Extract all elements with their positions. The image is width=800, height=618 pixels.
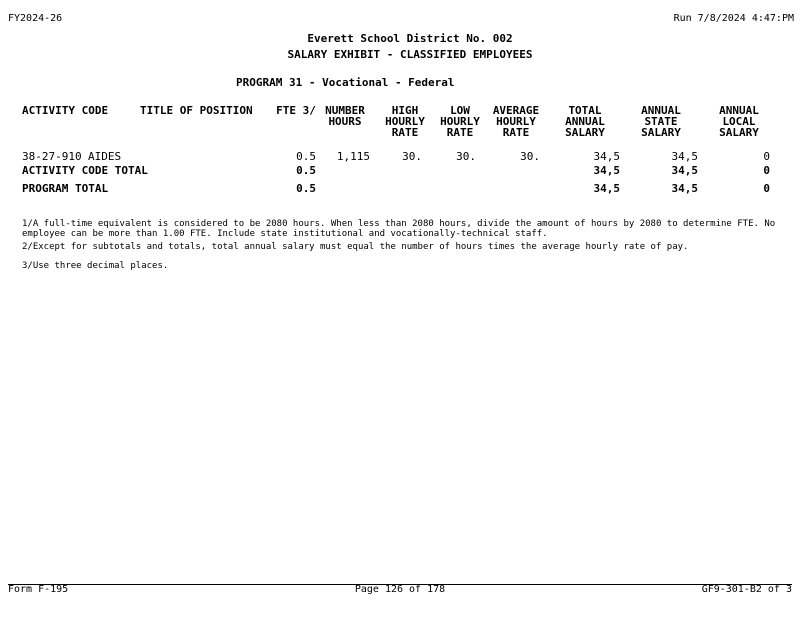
row-annual-state: 34,5: [671, 150, 698, 163]
col-high-hourly-rate: HIGH HOURLY RATE: [385, 104, 425, 139]
col-average-hourly-rate: AVERAGE HOURLY RATE: [492, 104, 540, 139]
col-low-hourly-rate: LOW HOURLY RATE: [440, 104, 480, 139]
col-annual-local-salary: ANNUAL LOCAL SALARY: [719, 104, 759, 139]
col-total-annual-salary: TOTAL ANNUAL SALARY: [565, 104, 605, 139]
footer-code: GF9-301-B2 of 3: [701, 584, 792, 595]
row-annual-local: 0: [763, 150, 770, 163]
fiscal-year: FY2024-26: [8, 13, 63, 24]
row-total-annual: 34,5: [593, 164, 620, 177]
district-name: Everett School District No. 002: [307, 32, 513, 45]
program-title: PROGRAM 31 - Vocational - Federal: [236, 76, 455, 89]
footnote-3: 3/Use three decimal places.: [22, 261, 169, 271]
footnote-2: 2/Except for subtotals and totals, total annual salary must equal the number of hours times the average hourly rate of pay.: [22, 242, 689, 252]
row-title-of-position: AIDES: [88, 150, 122, 163]
row-annual-local: 0: [763, 164, 770, 177]
run-timestamp: Run 7/8/2024 4:47:PM: [673, 13, 794, 24]
row-fte: 0.5: [296, 150, 316, 163]
row-number-hours: 1,115: [336, 150, 370, 163]
row-activity-code-total-label: ACTIVITY CODE TOTAL: [22, 164, 148, 177]
col-title-of-position: TITLE OF POSITION: [140, 104, 253, 117]
report-title: SALARY EXHIBIT - CLASSIFIED EMPLOYEES: [287, 48, 533, 61]
row-annual-state: 34,5: [671, 182, 698, 195]
footer-form: Form F-195: [8, 584, 69, 595]
footnote-1-line-2: employee can be more than 1.00 FTE. Include state institutional and vocationally-technical staff.: [22, 229, 548, 239]
col-activity-code: ACTIVITY CODE: [22, 104, 109, 117]
row-high-rate: 30.: [402, 150, 422, 163]
row-annual-state: 34,5: [671, 164, 698, 177]
row-total-annual: 34,5: [593, 182, 620, 195]
row-average-rate: 30.: [520, 150, 540, 163]
row-program-total-label: PROGRAM TOTAL: [22, 182, 109, 195]
row-total-annual: 34,5: [593, 150, 620, 163]
row-low-rate: 30.: [456, 150, 476, 163]
row-annual-local: 0: [763, 182, 770, 195]
row-fte: 0.5: [296, 164, 316, 177]
row-activity-code: 38-27-910: [22, 150, 82, 163]
footer-page-number: Page 126 of 178: [354, 584, 446, 595]
col-annual-state-salary: ANNUAL STATE SALARY: [641, 104, 681, 139]
footnote-1-line-1: 1/A full-time equivalent is considered to be 2080 hours. When less than 2080 hours, divide the amount of hours by 2080 to determine FTE. No: [22, 219, 776, 229]
col-fte: FTE 3/: [276, 104, 316, 117]
row-fte: 0.5: [296, 182, 316, 195]
col-number-hours: NUMBER HOURS: [325, 104, 365, 128]
